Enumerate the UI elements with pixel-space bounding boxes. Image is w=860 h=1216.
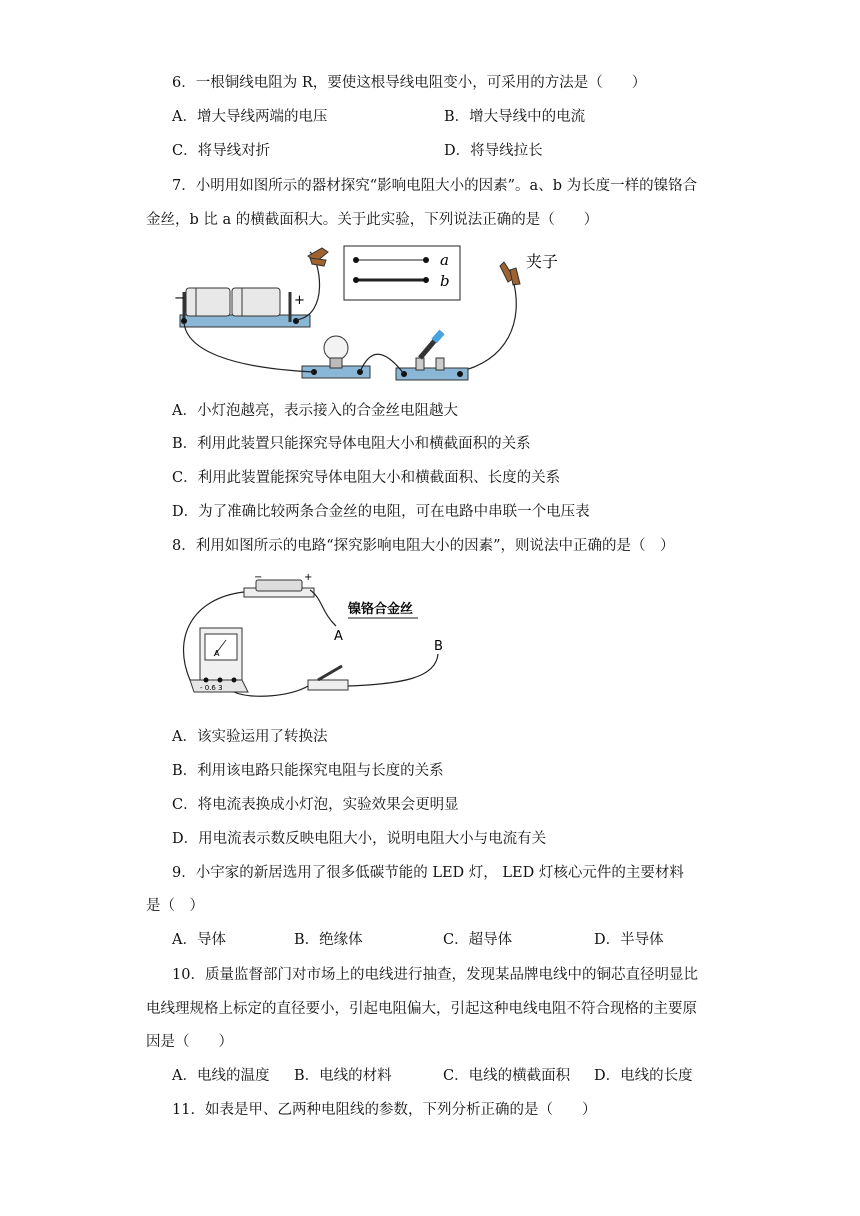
q6-option-b: B．增大导线中的电流 bbox=[444, 109, 586, 125]
left-clip bbox=[308, 248, 328, 266]
battery-plus-label: + bbox=[304, 572, 313, 583]
q10-option-d: D．电线的长度 bbox=[594, 1068, 693, 1084]
ammeter-terminals: - 0.6 3 bbox=[200, 684, 223, 692]
q9-option-d: D．半导体 bbox=[594, 932, 664, 948]
battery-minus-label: − bbox=[174, 291, 185, 306]
q7-stem-line2: 金丝，b 比 a 的横截面积大。关于此实验，下列说法正确的是（ ） bbox=[146, 212, 599, 228]
q6-stem: 6．一根铜线电阻为 R，要使这根导线电阻变小，可采用的方法是（ ） bbox=[172, 75, 647, 91]
q7-stem-line1: 7．小明用如图所示的器材探究“影响电阻大小的因素”。a、b 为长度一样的镍铬合 bbox=[172, 178, 698, 194]
q10-stem-line3: 因是（ ） bbox=[146, 1034, 233, 1050]
nichrome-wire-label: 镍铬合金丝 bbox=[348, 602, 414, 617]
q9-stem-line1: 9．小宇家的新居选用了很多低碳节能的 LED 灯， LED 灯核心元件的主要材料 bbox=[172, 865, 684, 881]
q10-stem-line2: 电线理规格上标定的直径要小，引起电阻偏大，引起这种电线电阻不符合现格的主要原 bbox=[146, 1001, 697, 1017]
battery-plus-label: + bbox=[294, 293, 305, 308]
q9-option-b: B．绝缘体 bbox=[294, 932, 363, 948]
q9-option-a: A．导体 bbox=[172, 932, 226, 948]
ammeter-label: A bbox=[214, 649, 220, 658]
q8-option-a: A．该实验运用了转换法 bbox=[172, 729, 328, 745]
clip-label: 夹子 bbox=[526, 252, 559, 271]
switch-board bbox=[308, 680, 348, 690]
q7-option-a: A．小灯泡越亮，表示接入的合金丝电阻越大 bbox=[172, 403, 458, 419]
battery-minus-label: − bbox=[254, 572, 263, 583]
q7-option-d: D．为了准确比较两条合金丝的电阻，可在电路中串联一个电压表 bbox=[172, 504, 590, 520]
right-clip bbox=[500, 262, 520, 285]
q8-stem: 8．利用如图所示的电路“探究影响电阻大小的因素”，则说法中正确的是（ ） bbox=[172, 538, 675, 554]
q10-option-b: B．电线的材料 bbox=[294, 1068, 392, 1084]
q11-stem: 11．如表是甲、乙两种电阻线的参数，下列分析正确的是（ ） bbox=[172, 1102, 597, 1118]
q8-circuit-figure bbox=[172, 568, 472, 708]
q8-option-d: D．用电流表示数反映电阻大小，说明电阻大小与电流有关 bbox=[172, 831, 547, 847]
q7-option-c: C．利用此装置能探究导体电阻大小和横截面积、长度的关系 bbox=[172, 470, 561, 486]
q6-option-c: C．将导线对折 bbox=[172, 143, 271, 159]
wire-b-label: b bbox=[440, 272, 450, 290]
point-b-label: B bbox=[434, 639, 443, 654]
q10-stem-line1: 10．质量监督部门对市场上的电线进行抽查，发现某品牌电线中的铜芯直径明显比 bbox=[172, 967, 698, 983]
q6-option-a: A．增大导线两端的电压 bbox=[172, 109, 328, 125]
q10-option-a: A．电线的温度 bbox=[172, 1068, 270, 1084]
ammeter bbox=[190, 628, 248, 692]
q9-option-c: C．超导体 bbox=[443, 932, 513, 948]
q10-option-c: C．电线的横截面积 bbox=[443, 1068, 571, 1084]
bulb bbox=[324, 336, 348, 360]
q8-option-b: B．利用该电路只能探究电阻与长度的关系 bbox=[172, 763, 444, 779]
point-a-label: A bbox=[334, 629, 343, 644]
q6-option-d: D．将导线拉长 bbox=[444, 143, 543, 159]
q8-option-c: C．将电流表换成小灯泡，实验效果会更明显 bbox=[172, 797, 459, 813]
q9-stem-line2: 是（ ） bbox=[146, 898, 204, 914]
q7-option-b: B．利用此装置只能探究导体电阻大小和横截面积的关系 bbox=[172, 436, 531, 452]
wire-a-label: a bbox=[440, 251, 449, 269]
q7-circuit-figure bbox=[170, 240, 590, 390]
